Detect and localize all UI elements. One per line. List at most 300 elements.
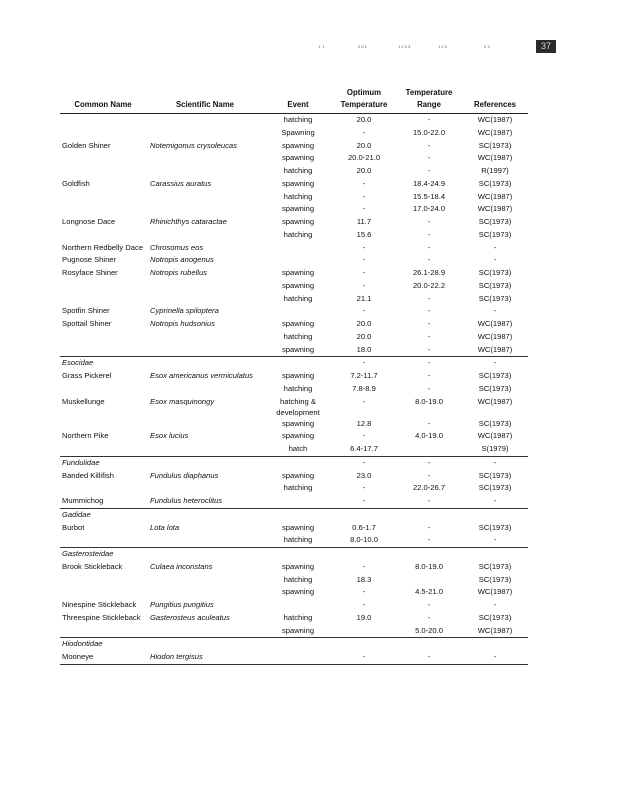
- common-name-cell: [60, 482, 146, 495]
- temperature-range-cell: 4.0-19.0: [415, 431, 443, 441]
- event-cell: hatching: [283, 612, 313, 622]
- scientific-name-cell: Carassius auratus: [150, 178, 212, 188]
- common-name-cell: Brook Stickleback: [62, 561, 123, 571]
- reference-cell: SC(1973): [478, 178, 512, 188]
- optimum-temperature-cell: -: [362, 587, 366, 597]
- temperature-range-cell: 8.0-19.0: [415, 396, 443, 406]
- reference-cell: -: [493, 306, 497, 316]
- scientific-name-cell: Lota lota: [150, 522, 180, 532]
- table-row: [60, 383, 528, 396]
- event-cell: [264, 305, 332, 318]
- optimum-temperature-cell: -: [362, 127, 366, 137]
- temperature-range-cell: [396, 548, 462, 561]
- optimum-temperature-cell: 0.6-1.7: [352, 522, 376, 532]
- event-cell: [264, 548, 332, 561]
- scientific-name-cell: [146, 229, 264, 242]
- table-row: [60, 191, 528, 204]
- scientific-name-cell: Hiodon tergisus: [146, 651, 264, 664]
- common-name-cell: Burbot: [62, 522, 85, 532]
- optimum-temperature-cell: -: [362, 496, 366, 505]
- temperature-table: [60, 86, 528, 665]
- optimum-temperature-cell: -: [332, 456, 396, 469]
- scientific-name-cell: [146, 443, 264, 456]
- event-cell: spawning: [281, 625, 315, 635]
- scientific-name-cell: Pungitius pungitius: [150, 600, 214, 609]
- table-row: [60, 203, 528, 216]
- table-row: [60, 331, 528, 344]
- common-name-cell: Gasterosteidae: [60, 548, 146, 561]
- temperature-range-cell: 4.5-21.0: [415, 587, 443, 597]
- column-header: Scientific Name: [146, 86, 264, 114]
- event-cell: spawning: [281, 140, 315, 150]
- event-cell: hatch: [288, 444, 308, 453]
- temperature-range-cell: -: [427, 242, 431, 252]
- common-name-cell: [60, 331, 146, 344]
- event-cell: hatching: [283, 383, 313, 393]
- reference-cell: WC(1987): [477, 625, 513, 635]
- scientific-name-cell: [146, 456, 264, 469]
- table-row: [60, 152, 528, 165]
- optimum-temperature-cell: 20.0: [356, 140, 372, 150]
- scientific-name-cell: [146, 280, 264, 293]
- event-cell: spawning: [281, 204, 315, 214]
- table-row: [60, 178, 528, 191]
- scientific-name-cell: [146, 534, 264, 547]
- temperature-range-cell: -: [427, 306, 431, 316]
- table-row: [60, 625, 528, 638]
- optimum-temperature-cell: -: [362, 483, 366, 493]
- scientific-name-cell: [146, 383, 264, 396]
- scientific-name-cell: [146, 638, 264, 651]
- table-row: [60, 612, 528, 625]
- common-name-cell: [60, 586, 146, 599]
- optimum-temperature-cell: 6.4-17.7: [350, 444, 378, 453]
- temperature-range-cell: [396, 574, 462, 587]
- reference-cell: -: [462, 651, 528, 664]
- scientific-name-cell: [146, 586, 264, 599]
- temperature-range-cell: [396, 508, 462, 521]
- table-row: [60, 370, 528, 383]
- optimum-temperature-cell: 21.1: [356, 293, 372, 303]
- optimum-temperature-cell: 7.8-8.9: [352, 383, 376, 393]
- reference-cell: SC(1973): [478, 574, 512, 584]
- common-name-cell: Northern Redbelly Dace: [62, 242, 144, 252]
- temperature-range-cell: 17.0-24.0: [412, 204, 446, 214]
- event-cell: spawning: [281, 280, 315, 290]
- optimum-temperature-cell: 20.0: [356, 166, 372, 175]
- common-name-cell: [60, 127, 146, 140]
- temperature-range-cell: 22.0-26.7: [412, 483, 446, 493]
- optimum-temperature-cell: [332, 638, 396, 651]
- scientific-name-cell: Gasterosteus aculeatus: [150, 612, 230, 622]
- temperature-range-cell: 26.1-28.9: [412, 268, 446, 277]
- header-mark: 2 0 1: [358, 44, 367, 49]
- temperature-range-cell: -: [427, 612, 431, 622]
- optimum-temperature-cell: 19.0: [356, 612, 372, 622]
- optimum-temperature-cell: -: [362, 178, 366, 188]
- common-name-cell: [60, 293, 146, 306]
- event-cell: [264, 254, 332, 267]
- event-cell: spawning: [281, 217, 315, 226]
- scientific-name-cell: Culaea inconstans: [150, 561, 213, 571]
- reference-cell: SC(1973): [478, 470, 512, 480]
- event-cell: hatching: [283, 574, 313, 584]
- common-name-cell: [60, 418, 146, 431]
- table-row: [60, 165, 528, 178]
- event-cell: spawning: [281, 344, 315, 354]
- event-cell: hatching: [283, 535, 313, 545]
- optimum-temperature-cell: 20.0: [356, 115, 372, 124]
- scientific-name-cell: Notropis anogenus: [150, 255, 214, 265]
- event-cell: hatching: [283, 293, 313, 303]
- temperature-range-cell: 8.0-19.0: [415, 561, 443, 571]
- event-cell: hatching: [283, 331, 313, 341]
- reference-cell: SC(1973): [478, 268, 512, 277]
- event-cell: spawning: [281, 470, 315, 480]
- common-name-cell: Rosyface Shiner: [62, 268, 118, 277]
- table-row: [60, 216, 528, 229]
- reference-cell: [462, 638, 528, 651]
- scientific-name-cell: [146, 331, 264, 344]
- scientific-name-cell: Notemigonus crysoleucas: [150, 140, 237, 150]
- common-name-cell: Goldfish: [62, 178, 90, 188]
- event-cell: spawning: [281, 587, 315, 597]
- family-row: [60, 638, 528, 651]
- optimum-temperature-cell: -: [332, 357, 396, 370]
- optimum-temperature-cell: 23.0: [356, 470, 372, 480]
- optimum-temperature-cell: -: [362, 191, 366, 201]
- common-name-cell: Pugnose Shiner: [62, 255, 117, 265]
- event-cell: hatching: [283, 166, 313, 175]
- optimum-temperature-cell: -: [362, 280, 366, 290]
- temperature-range-cell: 20.0-22.2: [412, 280, 446, 290]
- reference-cell: SC(1973): [478, 140, 512, 150]
- event-cell: [264, 651, 332, 664]
- common-name-cell: [60, 625, 146, 638]
- table-row: [60, 534, 528, 547]
- column-header: Optimum Temperature: [332, 86, 396, 114]
- event-cell: spawning: [281, 371, 315, 380]
- reference-cell: -: [462, 357, 528, 370]
- common-name-cell: [60, 165, 146, 178]
- column-header: References: [462, 86, 528, 114]
- optimum-temperature-cell: [332, 508, 396, 521]
- event-cell: hatching: [283, 229, 313, 239]
- header-marks: [318, 44, 518, 52]
- family-row: [60, 508, 528, 521]
- reference-cell: SC(1973): [478, 418, 512, 428]
- scientific-name-cell: Cyprinella spiloptera: [150, 306, 219, 316]
- scientific-name-cell: Chrosomus eos: [150, 242, 204, 252]
- table-row: [60, 280, 528, 293]
- header-row: [60, 86, 528, 114]
- event-cell: spawning: [281, 153, 315, 163]
- optimum-temperature-cell: 18.3: [356, 574, 372, 584]
- optimum-temperature-cell: 20.0: [356, 319, 372, 328]
- optimum-temperature-cell: 12.8: [356, 418, 372, 428]
- table-body: [60, 114, 528, 665]
- optimum-temperature-cell: -: [362, 268, 366, 277]
- table-row: [60, 293, 528, 306]
- reference-cell: SC(1973): [478, 217, 512, 226]
- table-row: [60, 522, 528, 535]
- reference-cell: [462, 508, 528, 521]
- scientific-name-cell: [146, 114, 264, 127]
- scientific-name-cell: Esox lucius: [150, 431, 189, 441]
- event-cell: hatching: [283, 115, 313, 124]
- optimum-temperature-cell: -: [362, 431, 366, 441]
- table-row: [60, 495, 528, 508]
- scientific-name-cell: [146, 203, 264, 216]
- scientific-name-cell: [146, 191, 264, 204]
- reference-cell: WC(1987): [477, 331, 513, 341]
- reference-cell: WC(1987): [477, 319, 513, 328]
- temperature-range-cell: [396, 443, 462, 456]
- event-cell: [264, 456, 332, 469]
- reference-cell: WC(1987): [477, 153, 513, 163]
- reference-cell: S(1979): [481, 444, 509, 453]
- temperature-range-cell: -: [427, 255, 431, 265]
- optimum-temperature-cell: -: [362, 561, 366, 571]
- reference-cell: WC(1987): [477, 396, 513, 406]
- event-cell: hatching & development: [276, 396, 320, 417]
- table-row: [60, 482, 528, 495]
- reference-cell: SC(1973): [478, 229, 512, 239]
- reference-cell: WC(1987): [477, 587, 513, 597]
- optimum-temperature-cell: -: [362, 255, 366, 265]
- family-row: [60, 456, 528, 469]
- temperature-range-cell: -: [427, 496, 431, 505]
- temperature-range-cell: -: [396, 651, 462, 664]
- temperature-range-cell: -: [396, 456, 462, 469]
- reference-cell: WC(1987): [477, 115, 513, 124]
- temperature-range-cell: -: [427, 344, 431, 354]
- common-name-cell: [60, 344, 146, 357]
- common-name-cell: Fundulidae: [60, 456, 146, 469]
- temperature-range-cell: -: [427, 229, 431, 239]
- table-row: [60, 586, 528, 599]
- optimum-temperature-cell: -: [362, 242, 366, 252]
- temperature-range-cell: -: [427, 153, 431, 163]
- common-name-cell: Spotfin Shiner: [62, 306, 110, 316]
- common-name-cell: Grass Pickerel: [62, 371, 112, 380]
- event-cell: spawning: [281, 431, 315, 441]
- common-name-cell: Golden Shiner: [62, 140, 111, 150]
- temperature-range-cell: 5.0-20.0: [415, 625, 443, 635]
- temperature-range-cell: [396, 638, 462, 651]
- optimum-temperature-cell: -: [362, 306, 366, 316]
- optimum-temperature-cell: [332, 625, 396, 638]
- table-row: [60, 430, 528, 443]
- scientific-name-cell: [146, 625, 264, 638]
- scientific-name-cell: Notropis rubellus: [150, 268, 207, 277]
- temperature-range-cell: -: [427, 293, 431, 303]
- common-name-cell: [60, 203, 146, 216]
- temperature-range-cell: -: [396, 357, 462, 370]
- temperature-range-cell: -: [427, 383, 431, 393]
- reference-cell: SC(1973): [478, 280, 512, 290]
- table-row: [60, 418, 528, 431]
- common-name-cell: [60, 574, 146, 587]
- table-row: [60, 443, 528, 456]
- table-row: [60, 242, 528, 255]
- scientific-name-cell: Rhinichthys cataractae: [150, 217, 227, 226]
- optimum-temperature-cell: 11.7: [356, 217, 372, 226]
- scientific-name-cell: [146, 418, 264, 431]
- event-cell: [264, 638, 332, 651]
- column-header: Common Name: [60, 86, 146, 114]
- table-row: [60, 574, 528, 587]
- temperature-range-cell: -: [427, 166, 431, 175]
- optimum-temperature-cell: [332, 548, 396, 561]
- family-row: [60, 357, 528, 370]
- reference-cell: [462, 548, 528, 561]
- reference-cell: -: [462, 456, 528, 469]
- common-name-cell: [60, 229, 146, 242]
- table-row: [60, 305, 528, 318]
- common-name-cell: Spottail Shiner: [62, 319, 112, 328]
- reference-cell: SC(1973): [478, 561, 512, 571]
- temperature-range-cell: -: [427, 331, 431, 341]
- reference-cell: -: [493, 496, 497, 505]
- reference-cell: WC(1987): [477, 127, 513, 137]
- reference-cell: WC(1987): [477, 204, 513, 214]
- table-row: [60, 470, 528, 483]
- common-name-cell: Longnose Dace: [62, 217, 116, 226]
- scientific-name-cell: Fundulus diaphanus: [150, 470, 219, 480]
- temperature-range-cell: 18.4-24.9: [412, 178, 446, 188]
- temperature-range-cell: -: [427, 600, 431, 609]
- common-name-cell: [60, 383, 146, 396]
- optimum-temperature-cell: 15.6: [356, 229, 372, 239]
- reference-cell: R(1997): [481, 166, 509, 175]
- common-name-cell: Northern Pike: [62, 431, 109, 441]
- table-row: [60, 127, 528, 140]
- reference-cell: WC(1987): [477, 344, 513, 354]
- table-row: [60, 254, 528, 267]
- common-name-cell: Gadidae: [60, 508, 146, 521]
- scientific-name-cell: Esox masquinongy: [150, 396, 215, 406]
- common-name-cell: Mummichog: [62, 496, 104, 505]
- optimum-temperature-cell: -: [362, 204, 366, 214]
- optimum-temperature-cell: -: [362, 396, 366, 406]
- common-name-cell: Hiodontidae: [60, 638, 146, 651]
- reference-cell: SC(1973): [478, 371, 512, 380]
- header-mark: 1· 1: [318, 44, 325, 49]
- optimum-temperature-cell: 18.0: [356, 344, 372, 354]
- reference-cell: -: [493, 255, 497, 265]
- reference-cell: WC(1987): [477, 431, 513, 441]
- scientific-name-cell: [146, 357, 264, 370]
- reference-cell: -: [493, 600, 497, 609]
- scientific-name-cell: [146, 548, 264, 561]
- reference-cell: WC(1987): [477, 191, 513, 201]
- table-row: [60, 267, 528, 280]
- reference-cell: -: [493, 242, 497, 252]
- common-name-cell: Threespine Stickleback: [62, 612, 141, 622]
- table-row: [60, 599, 528, 612]
- scientific-name-cell: [146, 574, 264, 587]
- scientific-name-cell: [146, 508, 264, 521]
- common-name-cell: [60, 443, 146, 456]
- temperature-range-cell: -: [427, 319, 431, 328]
- event-cell: spawning: [281, 418, 315, 428]
- event-cell: [264, 599, 332, 612]
- column-header: Event: [264, 86, 332, 114]
- column-header: Temperature Range: [396, 86, 462, 114]
- common-name-cell: Esocidae: [60, 357, 146, 370]
- scientific-name-cell: [146, 344, 264, 357]
- scientific-name-cell: [146, 482, 264, 495]
- optimum-temperature-cell: 20.0-21.0: [347, 153, 381, 163]
- event-cell: [264, 508, 332, 521]
- event-cell: [264, 242, 332, 255]
- temperature-range-cell: -: [427, 535, 431, 545]
- common-name-cell: Banded Killifish: [62, 470, 114, 480]
- event-cell: spawning: [281, 178, 315, 188]
- header-mark: 1 2 3 3: [398, 44, 411, 49]
- reference-cell: SC(1973): [478, 612, 512, 622]
- temperature-range-cell: -: [427, 418, 431, 428]
- temperature-range-cell: -: [427, 522, 431, 532]
- event-cell: spawning: [281, 522, 315, 532]
- reference-cell: SC(1973): [478, 383, 512, 393]
- event-cell: spawning: [281, 561, 315, 571]
- scientific-name-cell: Esox americanus vermiculatus: [150, 371, 253, 380]
- common-name-cell: [60, 114, 146, 127]
- event-cell: [264, 357, 332, 370]
- common-name-cell: Muskellunge: [62, 396, 105, 406]
- temperature-range-cell: -: [427, 217, 431, 226]
- optimum-temperature-cell: -: [332, 651, 396, 664]
- common-name-cell: [60, 191, 146, 204]
- reference-cell: -: [493, 535, 497, 545]
- common-name-cell: Ninespine Stickleback: [62, 600, 137, 609]
- event-cell: hatching: [283, 191, 313, 201]
- optimum-temperature-cell: 20.0: [356, 331, 372, 341]
- header-mark: 1 2 3: [438, 44, 447, 49]
- scientific-name-cell: [146, 293, 264, 306]
- scientific-name-cell: [146, 127, 264, 140]
- optimum-temperature-cell: -: [362, 600, 366, 609]
- reference-cell: SC(1973): [478, 293, 512, 303]
- table-row: [60, 561, 528, 574]
- scientific-name-cell: Notropis hudsonius: [150, 319, 216, 328]
- common-name-cell: [60, 280, 146, 293]
- optimum-temperature-cell: 7.2-11.7: [350, 371, 378, 380]
- table-row: [60, 140, 528, 153]
- optimum-temperature-cell: 8.0-10.0: [350, 535, 378, 545]
- table-row: [60, 396, 528, 418]
- scientific-name-cell: [146, 165, 264, 178]
- family-row: [60, 548, 528, 561]
- common-name-cell: Mooneye: [60, 651, 146, 664]
- event-cell: hatching: [283, 483, 313, 493]
- table-row: [60, 114, 528, 127]
- event-cell: [264, 495, 332, 508]
- temperature-range-cell: 15.0-22.0: [412, 127, 446, 137]
- temperature-range-cell: -: [427, 140, 431, 150]
- table-row: [60, 318, 528, 331]
- reference-cell: SC(1973): [478, 522, 512, 532]
- scientific-name-cell: [146, 152, 264, 165]
- common-name-cell: [60, 152, 146, 165]
- temperature-range-cell: -: [427, 470, 431, 480]
- event-cell: Spawning: [281, 127, 315, 137]
- temperature-range-cell: 15.5-18.4: [412, 191, 446, 201]
- event-cell: spawning: [281, 268, 315, 277]
- page-number: 37: [536, 40, 556, 53]
